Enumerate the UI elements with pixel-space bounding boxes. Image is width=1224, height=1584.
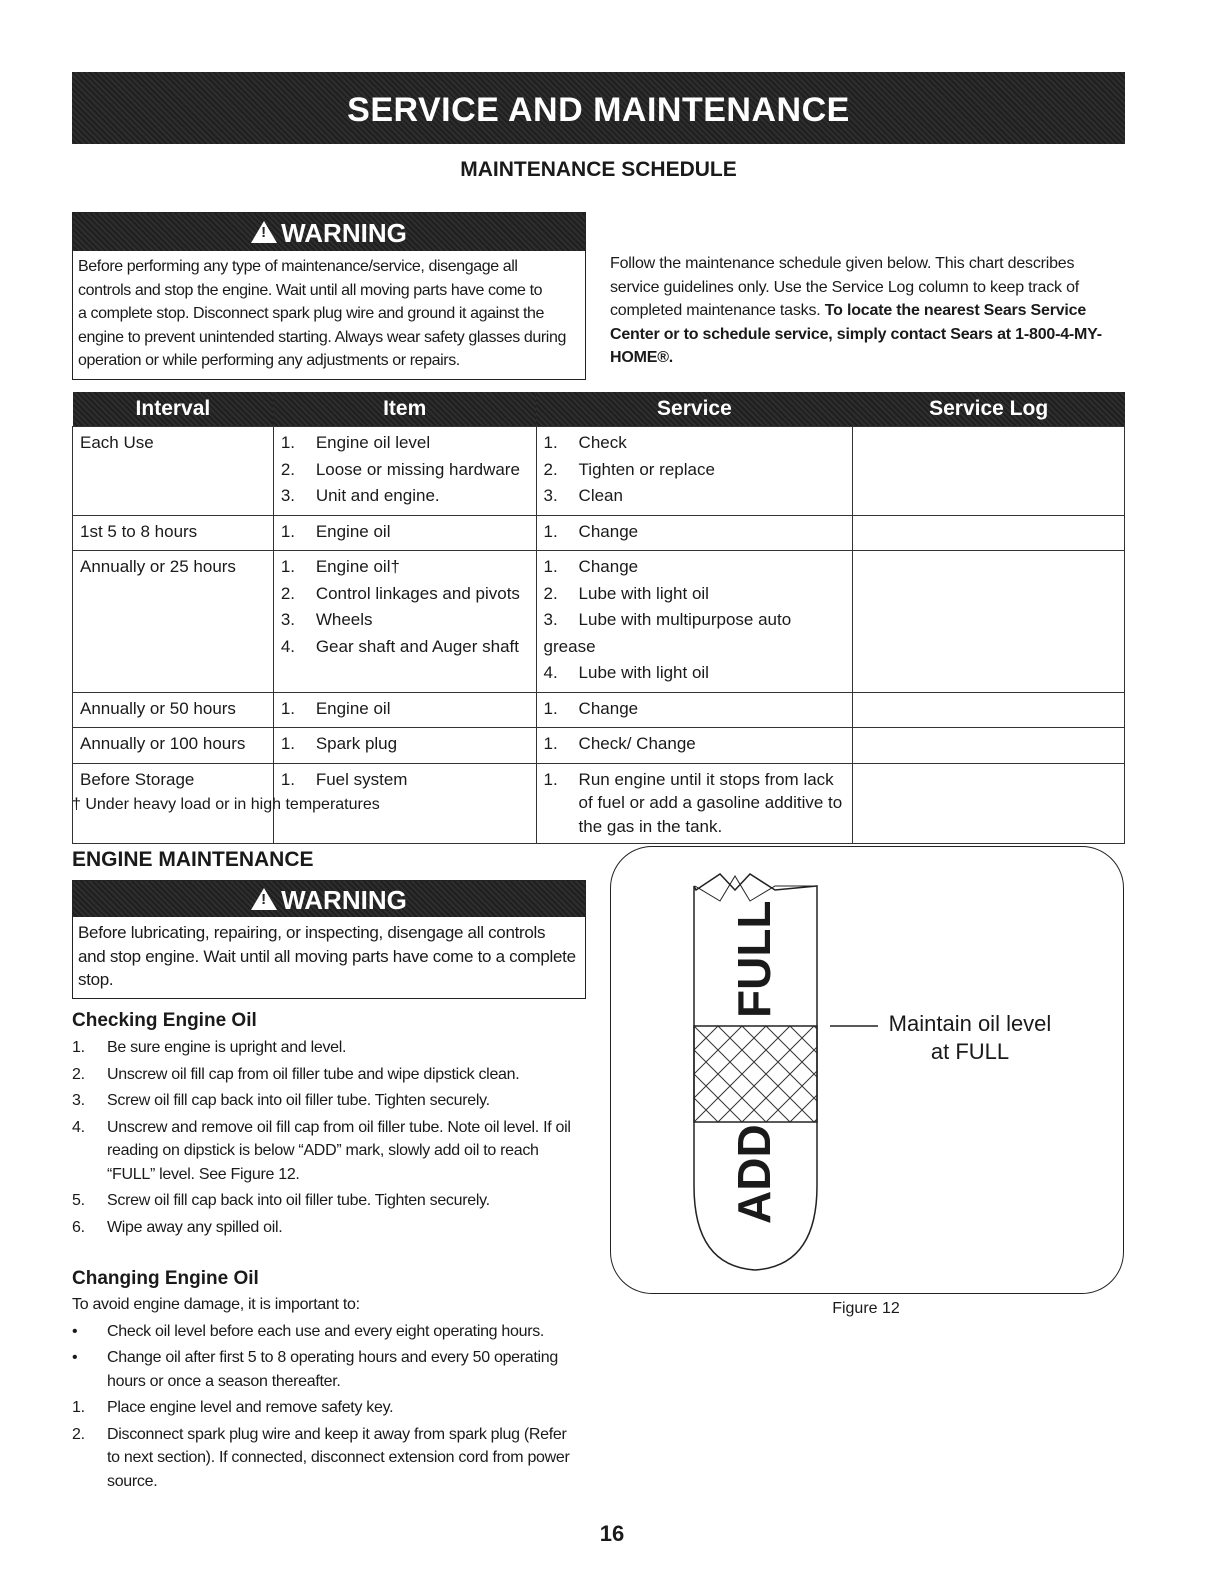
list-item: 1. Change [543, 557, 639, 576]
service-cell [536, 551, 853, 693]
list-item: 1. Engine oil† [280, 557, 400, 576]
list-item: 3. Lube with multipurpose auto grease [543, 610, 792, 656]
engine-maintenance-heading: ENGINE MAINTENANCE [72, 848, 314, 871]
warning-line: controls and stop the engine. Wait until all moving parts have come to [78, 281, 543, 299]
item-cell [273, 551, 536, 693]
column-header-item: Item [273, 392, 536, 427]
list-item: 2. Unscrew oil fill cap from oil filler tube and wipe dipstick clean. [72, 1065, 520, 1083]
maintenance-schedule-table [72, 392, 1125, 844]
table-row [73, 427, 1125, 516]
warning-header [73, 881, 585, 917]
column-header-service-log: Service Log [853, 392, 1125, 427]
changing-steps [72, 1293, 577, 1493]
figure-caption: Figure 12 [832, 1300, 900, 1317]
item-cell [273, 515, 536, 551]
interval-cell: Annually or 25 hours [73, 551, 274, 693]
list-item: 1. Fuel system [280, 769, 408, 789]
table-row [73, 551, 1125, 693]
list-item: 3. Wheels [280, 610, 373, 629]
interval-cell: Each Use [73, 427, 274, 516]
warning-triangle-icon [251, 888, 277, 910]
list-item: 4. Gear shaft and Auger shaft [280, 636, 519, 656]
column-header-service: Service [536, 392, 853, 427]
table-footnote: † Under heavy load or in high temperatures [72, 796, 380, 813]
changing-intro: To avoid engine damage, it is important to: [72, 1296, 360, 1313]
service-log-cell[interactable] [853, 515, 1125, 551]
list-item: • Change oil after first 5 to 8 operating hours and every 50 operating hours or once a season thereafter. [72, 1349, 559, 1390]
warning-line: Before lubricating, repairing, or inspecting, disengage all controls [78, 923, 546, 942]
page-number: 16 [599, 1521, 625, 1546]
warning-triangle-icon [251, 221, 277, 243]
oil-level-hatched-zone [694, 1026, 817, 1122]
service-log-cell[interactable] [853, 763, 1125, 844]
interval-cell: Before Storage [73, 763, 274, 844]
list-item: 1. Engine oil [280, 698, 391, 718]
list-item: 1. Run engine until it stops from lack of fuel or add a gasoline additive to the gas in the tank. [543, 769, 843, 836]
table-row [73, 692, 1125, 728]
warning-line: Before performing any type of maintenance/service, disengage all [78, 258, 518, 275]
warning-header [73, 213, 585, 251]
warning-line: and stop engine. Wait until all moving parts have come to a complete [78, 946, 576, 966]
callout-line-2: at FULL [930, 1039, 1010, 1064]
warning-text [73, 917, 585, 998]
warning-line: stop. [78, 970, 114, 989]
schedule-intro [610, 252, 1125, 370]
figure-callout-text [880, 1010, 1060, 1066]
checking-engine-oil-heading: Checking Engine Oil [72, 1010, 257, 1031]
item-cell [273, 427, 536, 516]
service-cell [536, 427, 853, 516]
list-item: 2. Loose or missing hardware [280, 459, 520, 479]
warning-title: WARNING [281, 885, 407, 915]
interval-cell: 1st 5 to 8 hours [73, 515, 274, 551]
table-header-row [73, 392, 1125, 427]
list-item: 1. Change [543, 521, 639, 541]
list-item: 1. Change [543, 698, 639, 718]
interval-cell: Annually or 100 hours [73, 728, 274, 764]
service-log-cell[interactable] [853, 692, 1125, 728]
callout-line-1: Maintain oil level [888, 1011, 1052, 1036]
table-row [73, 515, 1125, 551]
warning-title: WARNING [281, 218, 407, 248]
list-item: 1. Place engine level and remove safety key. [72, 1399, 394, 1416]
service-log-cell[interactable] [853, 728, 1125, 764]
item-cell [273, 692, 536, 728]
warning-box-engine [72, 880, 586, 999]
interval-cell: Annually or 50 hours [73, 692, 274, 728]
list-item: 1. Be sure engine is upright and level. [72, 1039, 347, 1056]
list-item: 2. Disconnect spark plug wire and keep it away from spark plug (Refer to next section). If connected, disconnect extension cord from power source. [72, 1425, 570, 1490]
changing-engine-oil-section [72, 1268, 577, 1496]
list-item: 4. Lube with light oil [543, 663, 709, 682]
list-item: 1. Engine oil [280, 521, 391, 541]
service-cell [536, 692, 853, 728]
checking-engine-oil-section [72, 1010, 582, 1242]
list-item: 6. Wipe away any spilled oil. [72, 1218, 283, 1236]
add-mark-label: ADD [728, 1124, 780, 1224]
list-item: 2. Control linkages and pivots [280, 583, 520, 603]
warning-line: a complete stop. Disconnect spark plug wire and ground it against the [78, 305, 545, 322]
checking-steps [72, 1036, 582, 1239]
list-item: 3. Screw oil fill cap back into oil filler tube. Tighten securely. [72, 1092, 490, 1109]
service-log-cell[interactable] [853, 551, 1125, 693]
list-item: 1. Spark plug [280, 734, 398, 753]
maintenance-schedule-heading: MAINTENANCE SCHEDULE [460, 158, 737, 181]
intro-text: Follow the maintenance schedule given below. This chart describes service guidelines only. Use the Service Log column to keep track of completed maintenance tasks. [610, 255, 1080, 319]
list-item: • Check oil level before each use and every eight operating hours. [72, 1322, 545, 1340]
list-item: 1. Engine oil level [280, 433, 431, 452]
warning-box-maintenance [72, 212, 586, 380]
item-cell [273, 728, 536, 764]
list-item: 2. Tighten or replace [543, 459, 715, 479]
service-cell [536, 763, 853, 844]
warning-line: operation or while performing any adjustments or repairs. [78, 352, 460, 369]
service-cell [536, 515, 853, 551]
list-item: 1. Check [543, 433, 627, 452]
list-item: 5. Screw oil fill cap back into oil filler tube. Tighten securely. [72, 1192, 490, 1209]
dipstick-illustration [610, 846, 1122, 1292]
service-log-cell[interactable] [853, 427, 1125, 516]
list-item: 3. Unit and engine. [280, 486, 440, 505]
column-header-interval: Interval [73, 392, 274, 427]
list-item: 1. Check/ Change [543, 734, 696, 753]
changing-engine-oil-heading: Changing Engine Oil [72, 1268, 259, 1289]
full-mark-label: FULL [728, 900, 780, 1018]
list-item: 3. Clean [543, 486, 623, 505]
list-item: 4. Unscrew and remove oil fill cap from oil filler tube. Note oil level. If oil reading on dipstick is below “ADD” mark, slowly add oil to reach “FULL” level. See Figure 12. [72, 1118, 571, 1183]
warning-line: engine to prevent unintended starting. Always wear safety glasses during [78, 328, 566, 346]
table-row [73, 728, 1125, 764]
service-cell [536, 728, 853, 764]
warning-text [73, 251, 585, 379]
section-banner: SERVICE AND MAINTENANCE [72, 72, 1125, 144]
intro-contact: To locate the nearest Sears Service Center or to schedule service, simply contact Sears at 1-800-4-MY-HOME®. [610, 302, 1102, 366]
list-item: 2. Lube with light oil [543, 583, 709, 603]
